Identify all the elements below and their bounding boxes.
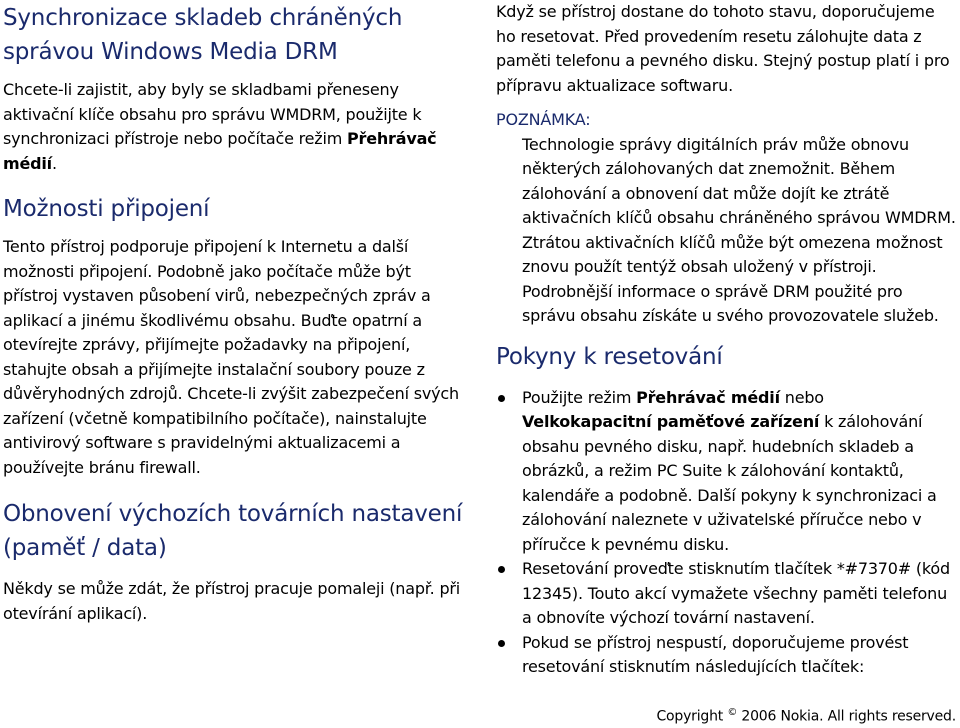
bullet-icon (498, 566, 505, 573)
section-title-reset: Obnovení výchozích továrních nastavení (paměť / data) (3, 501, 463, 561)
intro-bold-term: Přehrávač médií (3, 129, 437, 173)
intro-end: . (51, 153, 57, 173)
intro-text: Chcete-li zajistit, aby byly se skladbami přeneseny aktivační klíče obsahu pro správu WMDRM, použijte k synchronizaci přístroje nebo počítače režim (3, 80, 422, 148)
instructions-list (496, 386, 956, 680)
note-paragraph: Technologie správy digitálních práv může obnovu některých zálohovaných dat znemožnit. Během zálohování a obnovení dat může dojít ke ztrátě aktivačních klíčů obsahu chráněného správou WMDRM. Ztrátou aktivačních klíčů může být omezena možnost znovu použít tentýž obsah uložený v přístroji. Podrobnější informace o správě DRM použité pro správu obsahu získáte u svého provozovatele služeb. (522, 134, 956, 325)
reset-continued-paragraph: Když se přístroj dostane do tohoto stavu, doporučujeme ho resetovat. Před provedením resetu zálohujte data z paměti telefonu a pevného disku. Stejný postup platí i pro přípravu aktualizace softwaru. (496, 2, 950, 95)
bullet-icon (498, 640, 505, 647)
list-item: Resetování proveďte stisknutím tlačítek *#7370# (kód 12345). Touto akcí vymažete všechny paměti telefonu a obnovíte výchozí tovární nastavení. (496, 557, 956, 631)
connection-paragraph: Tento přístroj podporuje připojení k Internetu a další možnosti připojení. Podobně jako počítače může být přístroj vystaven působení virů, nebezpečných zpráv a aplikací a jinému škodlivému obsahu. Buďte opatrní a otevírejte zprávy, přijímejte požadavky na připojení, stahujte obsah a přijímejte instalační soubory pouze z důvěryhodných zdrojů. Chcete-li zvýšit zabezpečení svých zařízení (včetně kompatibilního počítače), nainstalujte antivirový software s pravidelnými aktualizacemi a používejte bránu firewall. (3, 237, 459, 477)
list-item: Pokud se přístroj nespustí, doporučujeme provést resetování stisknutím následujících tlačítek: (496, 631, 956, 680)
page-title: Synchronizace skladeb chráněných správou Windows Media DRM (3, 5, 403, 65)
left-column (3, 0, 465, 626)
right-column (496, 0, 956, 680)
copyright-footer: Copyright © 2006 Nokia. All rights reserved. (656, 707, 956, 725)
section-title-connection: Možnosti připojení (3, 196, 210, 222)
note-label: POZNÁMKA: (496, 110, 591, 129)
reset-paragraph: Někdy se může zdát, že přístroj pracuje pomaleji (např. při otevírání aplikací). (3, 579, 461, 623)
copyright-symbol: © (727, 707, 738, 719)
list-item: Použijte režim Přehrávač médií nebo Velkokapacitní paměťové zařízení k zálohování obsahu pevného disku, např. hudebních skladeb a obrázků, a režim PC Suite k zálohování kontaktů, kalendáře a podobně. Další pokyny k synchronizaci a zálohování naleznete v uživatelské příručce nebo v příručce k pevnému disku. (496, 386, 956, 558)
section-title-instructions: Pokyny k resetování (496, 343, 723, 370)
intro-paragraph (3, 78, 465, 176)
bullet-icon (498, 395, 505, 402)
